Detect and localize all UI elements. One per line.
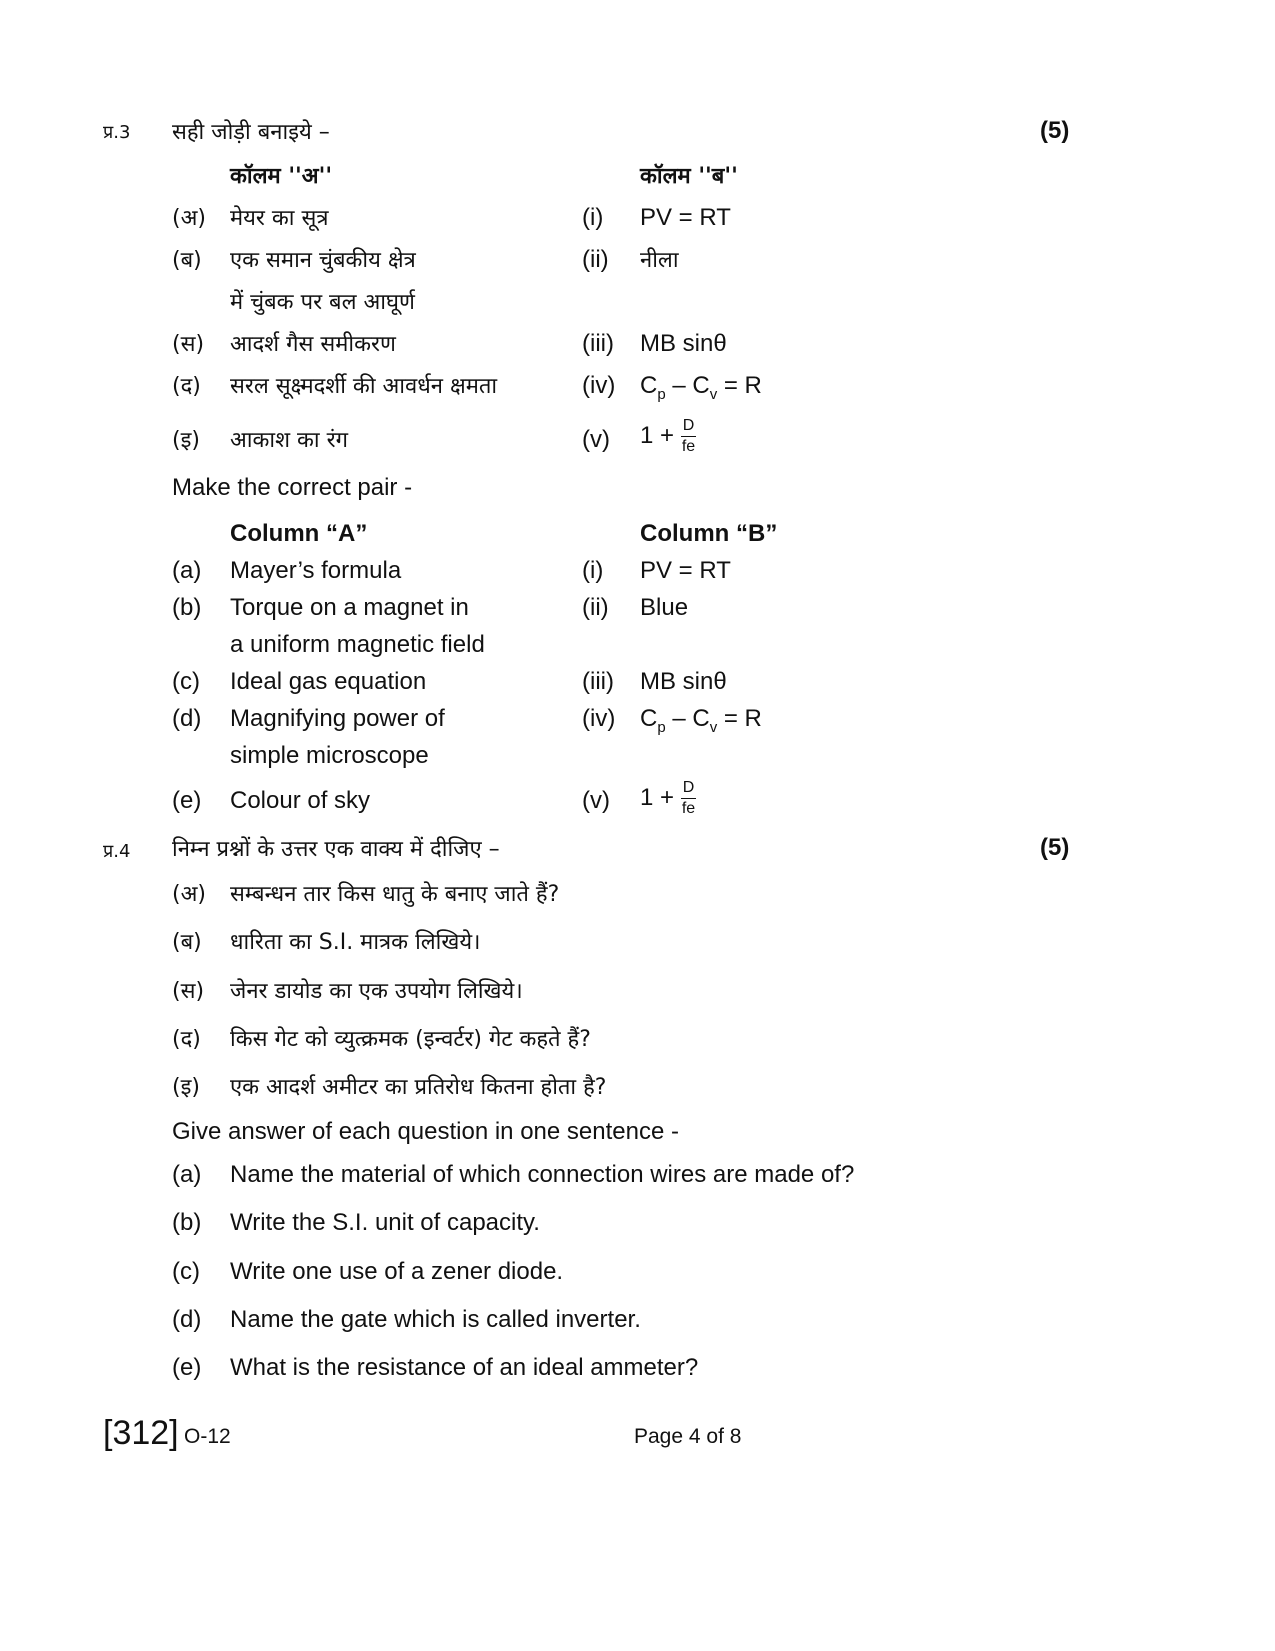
q3-en-row-num: (v) bbox=[582, 787, 610, 814]
q4-hi-item-label: (स) bbox=[172, 979, 205, 1004]
q3-title-hi: सही जोड़ी बनाइये – bbox=[172, 120, 330, 145]
formula-cp-cv: $C_p - C_v = R$ bbox=[640, 705, 762, 736]
q3-hi-row-label: (स) bbox=[172, 332, 205, 357]
q3-hi-row-text-cont: में चुंबक पर बल आघूर्ण bbox=[230, 290, 415, 315]
q3-en-row-label: (a) bbox=[172, 557, 202, 584]
q3-en-row-text: Mayer’s formula bbox=[230, 557, 402, 584]
q3-hi-row-value: MB sinθ bbox=[640, 330, 727, 357]
q3-en-row-label: (c) bbox=[172, 668, 200, 695]
q3-col-b-en: Column “B” bbox=[640, 520, 778, 547]
q3-en-row-text: Magnifying power of bbox=[230, 705, 445, 732]
q4-marks: (5) bbox=[1040, 834, 1070, 861]
q3-hi-row-num: (v) bbox=[582, 426, 610, 453]
q4-hi-item-text: एक आदर्श अमीटर का प्रतिरोध कितना होता है? bbox=[230, 1075, 607, 1100]
q3-hi-row-num: (iv) bbox=[582, 372, 616, 399]
formula-cp-cv: $C_p - C_v = R$ bbox=[640, 372, 762, 403]
q3-hi-row-text: आदर्श गैस समीकरण bbox=[230, 332, 396, 357]
q4-hi-item-label: (इ) bbox=[172, 1075, 200, 1100]
q3-hi-row-text: आकाश का रंग bbox=[230, 428, 349, 453]
formula-magnifying: 1 + $\frac{D}{fe}$ bbox=[640, 779, 696, 817]
q4-hi-item-text: सम्बन्धन तार किस धातु के बनाए जाते हैं? bbox=[230, 882, 560, 907]
q3-en-row-num: (iv) bbox=[582, 705, 616, 732]
q3-hi-row-num: (ii) bbox=[582, 246, 609, 273]
q3-en-row-num: (ii) bbox=[582, 594, 609, 621]
footer-paper-code: [312] bbox=[103, 1414, 179, 1452]
q3-en-row-label: (d) bbox=[172, 705, 202, 732]
footer-page-number: Page 4 of 8 bbox=[634, 1425, 742, 1448]
q3-hi-row-value: PV = RT bbox=[640, 204, 731, 231]
q4-en-item-label: (e) bbox=[172, 1354, 202, 1381]
q4-en-item-text: Write the S.I. unit of capacity. bbox=[230, 1209, 540, 1236]
q3-hi-row-label: (ब) bbox=[172, 248, 202, 273]
q4-en-item-label: (b) bbox=[172, 1209, 202, 1236]
q3-hi-row-value: नीला bbox=[640, 248, 679, 273]
q3-en-row-text: Ideal gas equation bbox=[230, 668, 427, 695]
q4-en-item-text: Write one use of a zener diode. bbox=[230, 1258, 564, 1285]
q3-en-row-label: (e) bbox=[172, 787, 202, 814]
q4-hi-item-text: किस गेट को व्युत्क्रमक (इन्वर्टर) गेट कहते हैं? bbox=[230, 1027, 591, 1052]
q4-title-en: Give answer of each question in one sentence - bbox=[172, 1118, 679, 1145]
q4-hi-item-label: (अ) bbox=[172, 882, 206, 907]
q3-en-row-text-cont: a uniform magnetic field bbox=[230, 631, 485, 658]
q3-en-row-text: Torque on a magnet in bbox=[230, 594, 469, 621]
q3-en-row-num: (i) bbox=[582, 557, 604, 584]
q3-en-row-value: PV = RT bbox=[640, 557, 731, 584]
q3-hi-row-num: (iii) bbox=[582, 330, 614, 357]
q3-en-row-value: Blue bbox=[640, 594, 689, 621]
q3-marks: (5) bbox=[1040, 117, 1070, 144]
q3-hi-row-label: (इ) bbox=[172, 428, 200, 453]
q4-number: प्र.4 bbox=[103, 841, 131, 862]
q4-en-item-label: (c) bbox=[172, 1258, 200, 1285]
q4-en-item-text: Name the material of which connection wires are made of? bbox=[230, 1161, 855, 1188]
q4-en-item-label: (d) bbox=[172, 1306, 202, 1333]
q4-hi-item-text: धारिता का S.I. मात्रक लिखिये। bbox=[230, 930, 481, 955]
q4-hi-item-text: जेनर डायोड का एक उपयोग लिखिये। bbox=[230, 979, 523, 1004]
q4-en-item-text: What is the resistance of an ideal ammeter? bbox=[230, 1354, 699, 1381]
q3-en-row-text-cont: simple microscope bbox=[230, 742, 429, 769]
footer-series: O-12 bbox=[184, 1425, 231, 1448]
q3-en-row-text: Colour of sky bbox=[230, 787, 371, 814]
q3-hi-row-label: (द) bbox=[172, 374, 201, 399]
q3-number: प्र.3 bbox=[103, 122, 131, 143]
formula-magnifying: 1 + $\frac{D}{fe}$ bbox=[640, 417, 696, 455]
q4-hi-item-label: (द) bbox=[172, 1027, 201, 1052]
q3-en-row-value: MB sinθ bbox=[640, 668, 727, 695]
q3-hi-row-num: (i) bbox=[582, 204, 604, 231]
q4-hi-item-label: (ब) bbox=[172, 930, 202, 955]
q3-hi-row-text: मेयर का सूत्र bbox=[230, 206, 329, 231]
q4-en-item-label: (a) bbox=[172, 1161, 202, 1188]
q3-title-en: Make the correct pair - bbox=[172, 474, 413, 501]
q3-hi-row-label: (अ) bbox=[172, 206, 206, 231]
q3-col-a-en: Column “A” bbox=[230, 520, 368, 547]
q3-en-row-label: (b) bbox=[172, 594, 202, 621]
q3-col-a-hi: कॉलम ''अ'' bbox=[230, 164, 333, 189]
q3-en-row-num: (iii) bbox=[582, 668, 614, 695]
q4-title-hi: निम्न प्रश्नों के उत्तर एक वाक्य में दीजिए – bbox=[172, 837, 500, 862]
q3-col-b-hi: कॉलम ''ब'' bbox=[640, 164, 738, 189]
q3-hi-row-text: सरल सूक्ष्मदर्शी की आवर्धन क्षमता bbox=[230, 374, 498, 399]
q3-hi-row-text: एक समान चुंबकीय क्षेत्र bbox=[230, 248, 416, 273]
q4-en-item-text: Name the gate which is called inverter. bbox=[230, 1306, 641, 1333]
